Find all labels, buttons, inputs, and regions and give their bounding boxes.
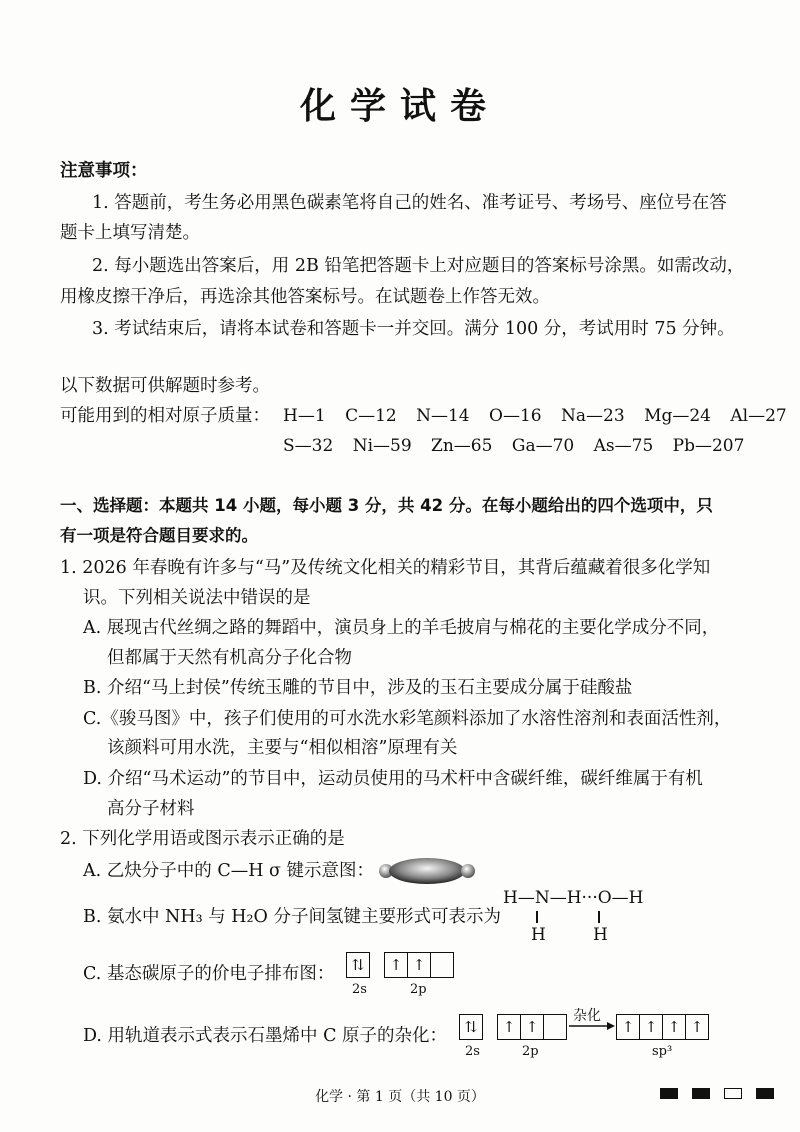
q2-option-c: C. 基态碳原子的价电子排布图： xyxy=(83,964,335,984)
atomic-mass-row-2 xyxy=(283,436,758,456)
notice-item-1-line-1: 1. 答题前，考生务必用黑色碳素笔将自己的姓名、准考证号、考场号、座位号在答 xyxy=(92,193,727,213)
reference-intro: 以下数据可供解题时参考。 xyxy=(60,376,270,396)
orbital-sp3-box xyxy=(616,1014,709,1040)
atomic-mass: N—14 xyxy=(416,406,470,426)
atomic-mass: Na—23 xyxy=(561,406,625,426)
notice-item-1-line-2: 题卡上填写清楚。 xyxy=(60,223,200,243)
h-orbital-right xyxy=(461,864,475,878)
orbital-cell: ⇅ xyxy=(464,1018,478,1036)
atomic-mass: Ni—59 xyxy=(352,436,412,456)
hydrogen-bond-formula: H—N—H···O—H xyxy=(503,888,644,908)
orbital-label-2s: 2s xyxy=(465,1044,480,1059)
orbital-2s-box xyxy=(346,952,370,978)
q2-option-d: D. 用轨道表示式表示石墨烯中 C 原子的杂化： xyxy=(83,1026,448,1046)
exam-title: 化学试卷 xyxy=(299,86,500,127)
notice-item-2-line-2: 用橡皮擦干净后，再选涂其他答案标号。在试题卷上作答无效。 xyxy=(60,287,550,307)
atomic-mass: H—1 xyxy=(283,406,326,426)
orbital-cell: ↑ xyxy=(617,1015,640,1039)
atomic-mass: C—12 xyxy=(345,406,397,426)
sigma-lobe xyxy=(389,858,465,884)
orbital-label-2p: 2p xyxy=(410,982,427,997)
registration-mark xyxy=(692,1088,710,1099)
registration-mark xyxy=(756,1088,774,1099)
orbital-cell: ↑ xyxy=(385,953,408,977)
section-heading-line-1: 一、选择题：本题共 14 小题，每小题 3 分，共 42 分。在每小题给出的四个选项中，只 xyxy=(60,496,713,515)
atomic-mass-row-1 xyxy=(283,406,800,426)
q1-option-a-line-1: A. 展现古代丝绸之路的舞蹈中，演员身上的羊毛披肩与棉花的主要化学成分不同， xyxy=(83,618,720,638)
q2-option-a: A. 乙炔分子中的 C—H σ 键示意图： xyxy=(83,861,375,881)
orbital-cell: ↑ xyxy=(690,1018,704,1036)
q1-option-d-line-1: D. 介绍“马术运动”的节目中，运动员使用的马术杆中含碳纤维，碳纤维属于有机 xyxy=(83,769,703,789)
orbital-cell xyxy=(431,953,453,977)
q1-option-b: B. 介绍“马上封侯”传统玉雕的节目中，涉及的玉石主要成分属于硅酸盐 xyxy=(83,678,633,698)
page-footer: 化学 · 第 1 页（共 10 页） xyxy=(315,1089,485,1105)
orbital-2p-box xyxy=(497,1014,567,1040)
notice-item-3-line-1: 3. 考试结束后，请将本试卷和答题卡一并交回。满分 100 分，考试用时 75 分钟。 xyxy=(92,319,735,339)
bond-line-n xyxy=(536,911,538,923)
hybridization-arrow xyxy=(569,1020,615,1032)
sigma-bond-diagram xyxy=(372,854,482,888)
orbital-cell xyxy=(544,1015,566,1039)
notice-heading: 注意事项： xyxy=(60,161,148,181)
orbital-cell: ↑ xyxy=(498,1015,521,1039)
formula-h-under-n: H xyxy=(531,925,546,945)
orbital-cell: ⇅ xyxy=(351,956,365,974)
registration-mark xyxy=(660,1088,678,1099)
q2-option-b: B. 氨水中 NH₃ 与 H₂O 分子间氢键主要形式可表示为 xyxy=(83,907,501,927)
q1-stem-line-1: 1. 2026 年春晚有许多与“马”及传统文化相关的精彩节目，其背后蕴藏着很多化学知 xyxy=(60,558,711,578)
orbital-2p-box xyxy=(384,952,454,978)
q1-option-a-line-2: 但都属于天然有机高分子化合物 xyxy=(107,648,352,668)
q1-stem-line-2: 识。下列相关说法中错误的是 xyxy=(83,588,311,608)
atomic-mass: S—32 xyxy=(283,436,334,456)
q1-option-d-line-2: 高分子材料 xyxy=(107,799,195,819)
section-heading-line-2: 有一项是符合题目要求的。 xyxy=(60,526,258,545)
atomic-mass: As—75 xyxy=(593,436,654,456)
q1-option-c-line-2: 该颜料可用水洗，主要与“相似相溶”原理有关 xyxy=(107,738,458,758)
orbital-label-2p: 2p xyxy=(522,1044,539,1059)
atomic-mass: Ga—70 xyxy=(511,436,575,456)
registration-mark xyxy=(724,1088,742,1099)
hybridization-label: 杂化 xyxy=(573,1008,601,1024)
orbital-cell: ↑ xyxy=(640,1015,663,1039)
q1-option-c-line-1: C.《骏马图》中，孩子们使用的可水洗水彩笔颜料添加了水溶性溶剂和表面活性剂， xyxy=(83,709,732,729)
q2-stem: 2. 下列化学用语或图示表示正确的是 xyxy=(60,829,345,849)
orbital-label-2s: 2s xyxy=(352,982,367,997)
orbital-label-sp3: sp³ xyxy=(652,1044,673,1059)
formula-h-under-o: H xyxy=(593,925,608,945)
orbital-cell: ↑ xyxy=(408,953,431,977)
orbital-2s-box xyxy=(459,1014,483,1040)
orbital-cell: ↑ xyxy=(521,1015,544,1039)
atomic-mass: O—16 xyxy=(489,406,542,426)
notice-item-2-line-1: 2. 每小题选出答案后，用 2B 铅笔把答题卡上对应题目的答案标号涂黑。如需改动， xyxy=(92,256,745,276)
reference-label: 可能用到的相对原子质量： xyxy=(60,406,270,426)
atomic-mass: Mg—24 xyxy=(644,406,711,426)
orbital-cell: ↑ xyxy=(663,1015,686,1039)
atomic-mass: Zn—65 xyxy=(431,436,493,456)
atomic-mass: Al—27 xyxy=(730,406,787,426)
atomic-mass: Pb—207 xyxy=(672,436,745,456)
bond-line-o xyxy=(598,911,600,923)
